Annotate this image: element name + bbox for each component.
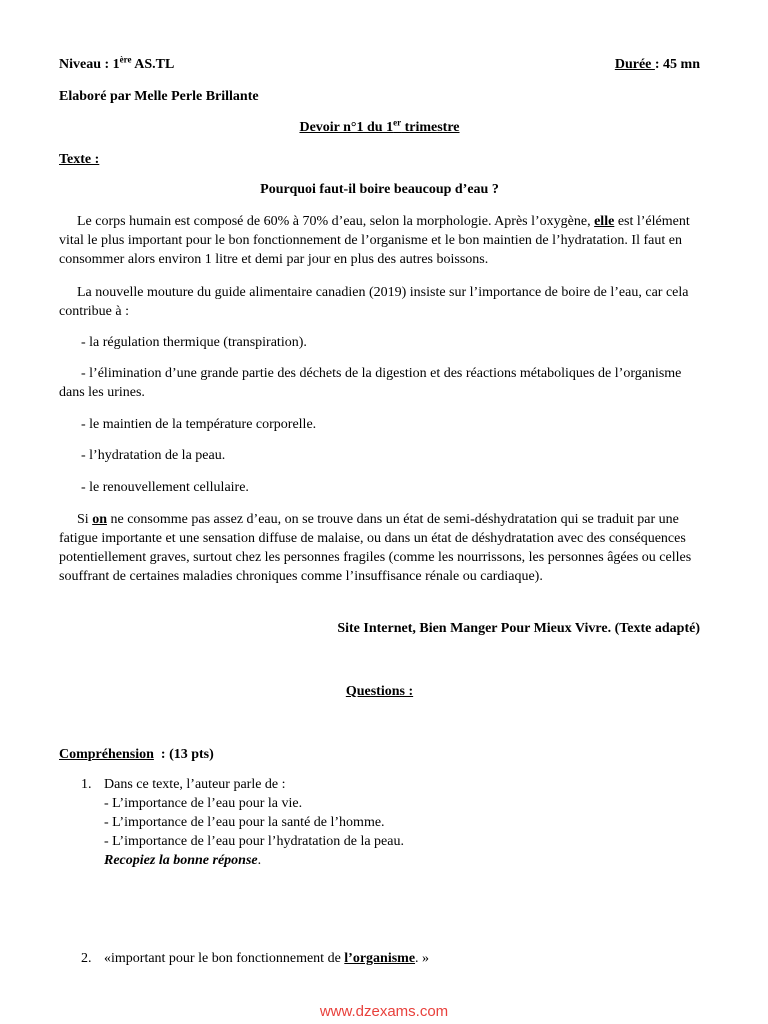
question-2-number: 2. — [81, 951, 92, 966]
duree: Durée : 45 mn — [614, 57, 700, 72]
bullet-2: - l’élimination d’une grande partie des déchets de la digestion et des réactions métaboliques de l’organisme dans les urines. — [59, 366, 682, 400]
footer-watermark[interactable]: www.dzexams.com — [319, 1003, 449, 1020]
niveau-label: Niveau : 1ère AS.TL — [59, 54, 175, 72]
bullet-3: - le maintien de la température corporelle. — [81, 417, 317, 432]
bullet-5: - le renouvellement cellulaire. — [81, 480, 249, 495]
question-2-body: «important pour le bon fonctionnement de l’organisme. » — [104, 951, 430, 966]
question-1-option: - L’importance de l’eau pour la vie. — [104, 796, 303, 811]
header-row — [59, 55, 700, 74]
comprehension-heading: Compréhension : (13 pts) — [59, 747, 214, 762]
paragraph-3: Si on ne consomme pas assez d’eau, on se trouve dans un état de semi-déshydratation qui se traduit par une fatigue importante et une sensation diffuse de malaise, ou dans un état de déshydratation avec des conséquences potentiellement graves, surtout chez les personnes fragiles (comme les nourrissons, les personnes âgées ou celles souffrant de certaines maladies chroniques comme l’insuffisance rénale ou cardiaque). — [59, 512, 692, 584]
question-1-number: 1. — [81, 777, 92, 792]
bullet-4: - l’hydratation de la peau. — [81, 448, 226, 463]
author-line: Elaboré par Melle Perle Brillante — [59, 89, 259, 104]
exam-page — [59, 0, 700, 1024]
paragraph-1: Le corps humain est composé de 60% à 70% d’eau, selon la morphologie. Après l’oxygène, elle est l’élément vital le plus important pour le bon fonctionnement de l’organisme et le bon maintien de l’hydratation. Il faut en consommer alors environ 1 litre et demi par jour en plus des autres boissons. — [59, 214, 690, 267]
question-1-option: - L’importance de l’eau pour la santé de l’homme. — [104, 815, 385, 830]
paragraph-2: La nouvelle mouture du guide alimentaire canadien (2019) insiste sur l’importance de boire de l’eau, car cela contribue à : — [59, 285, 689, 319]
questions-heading: Questions : — [345, 684, 414, 699]
source-line: Site Internet, Bien Manger Pour Mieux Vivre. (Texte adapté) — [337, 621, 700, 636]
text-title: Pourquoi faut-il boire beaucoup d’eau ? — [260, 182, 499, 197]
question-1-stem: Dans ce texte, l’auteur parle de : — [104, 777, 286, 792]
question-1-instruction: Recopiez la bonne réponse. — [104, 853, 262, 868]
question-1-body — [104, 775, 700, 870]
texte-label: Texte : — [59, 152, 100, 167]
devoir-title: Devoir n°1 du 1er trimestre — [299, 117, 460, 135]
question-1-option: - L’importance de l’eau pour l’hydratation de la peau. — [104, 834, 404, 849]
bullet-1: - la régulation thermique (transpiration). — [81, 335, 307, 350]
